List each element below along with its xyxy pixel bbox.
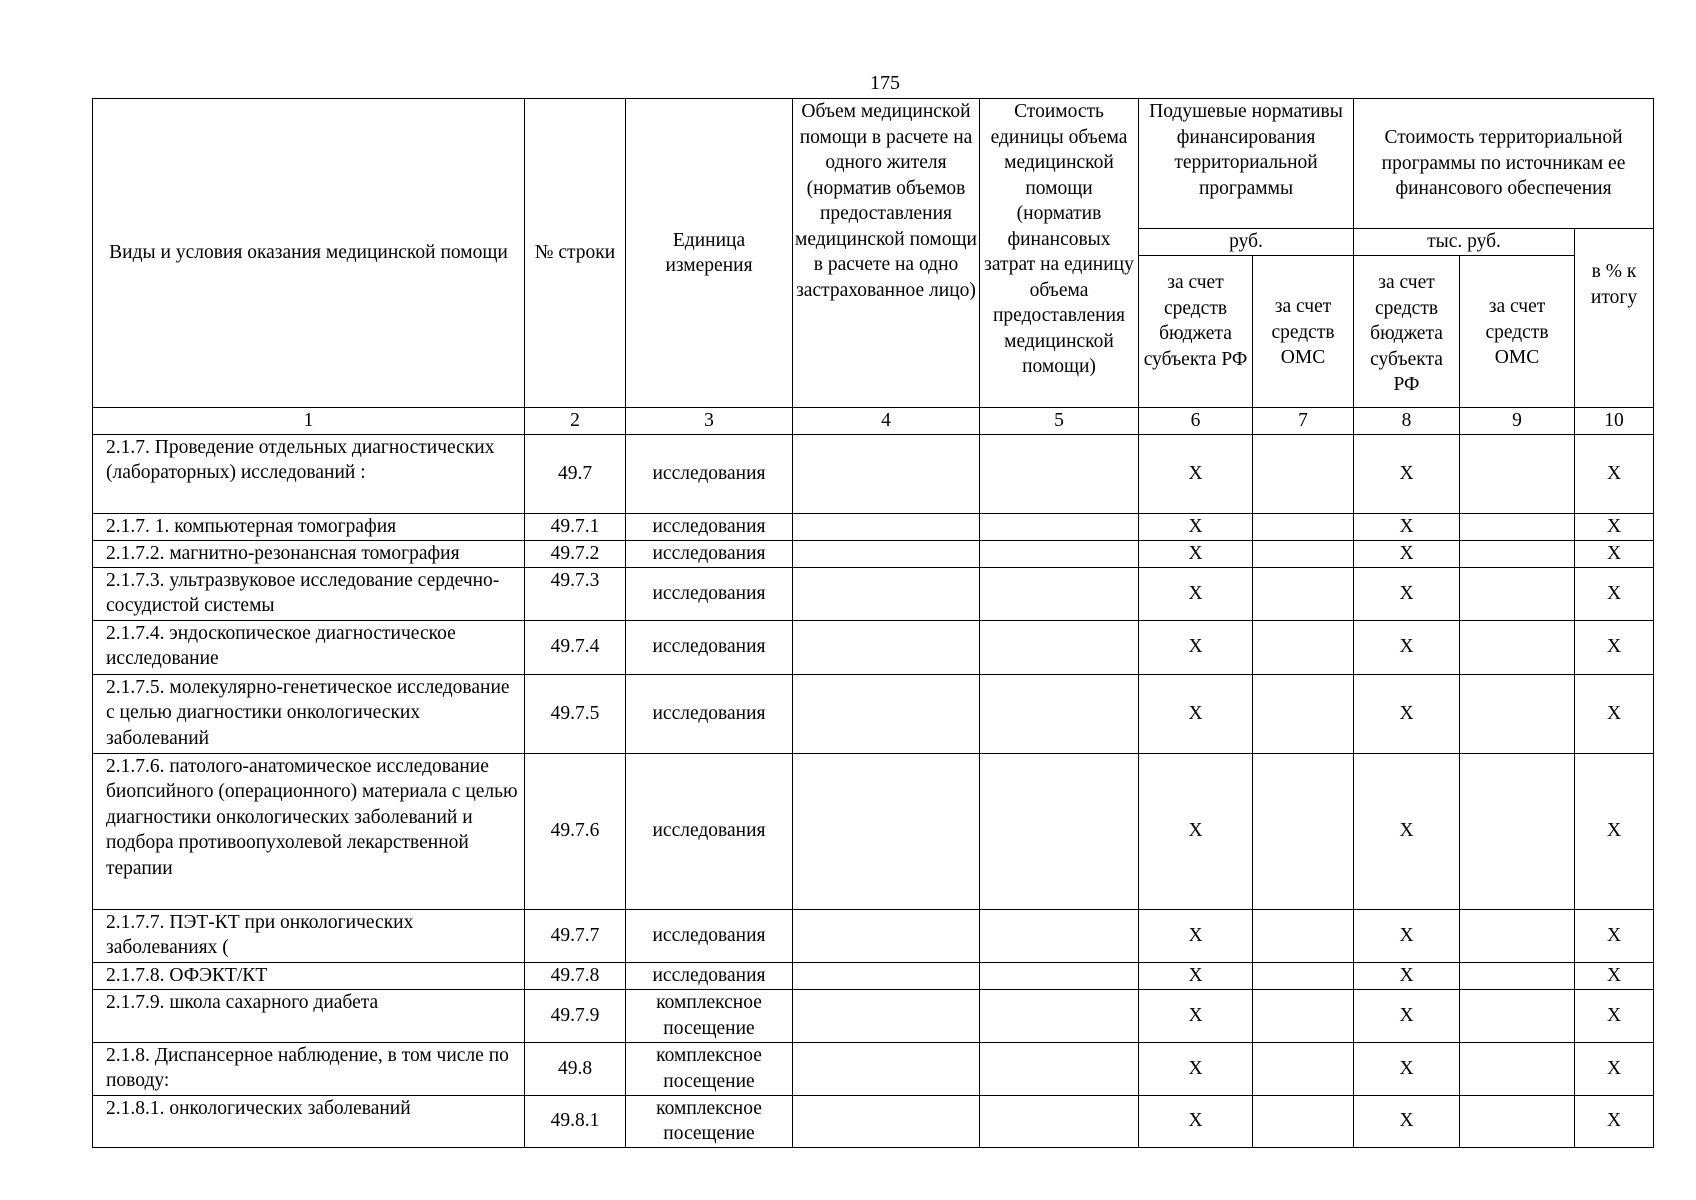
unit-cell: исследования xyxy=(626,753,793,909)
table-row xyxy=(93,540,1654,567)
percent-cell: X xyxy=(1575,962,1654,989)
unit-cost-cell xyxy=(980,989,1139,1042)
unit-cost-cell xyxy=(980,567,1139,620)
column-number: 3 xyxy=(626,408,793,435)
row-number-cell: 49.8.1 xyxy=(525,1095,626,1147)
volume-cell xyxy=(793,434,980,513)
budget-rub-cell: X xyxy=(1139,434,1253,513)
unit-cost-cell xyxy=(980,513,1139,540)
table-row xyxy=(93,909,1654,962)
percent-cell: X xyxy=(1575,434,1654,513)
table-row xyxy=(93,753,1654,909)
budget-rub-cell: X xyxy=(1139,620,1253,674)
budget-thousand-cell: X xyxy=(1354,909,1460,962)
volume-cell xyxy=(793,1095,980,1147)
care-type-cell: 2.1.7.3. ультразвуковое исследование сердечно-сосудистой системы xyxy=(93,567,525,620)
budget-rub-cell: X xyxy=(1139,1095,1253,1147)
volume-cell xyxy=(793,989,980,1042)
row-number-cell: 49.7.4 xyxy=(525,620,626,674)
row-number-cell: 49.7.5 xyxy=(525,674,626,753)
oms-thousand-cell xyxy=(1460,567,1575,620)
table-row xyxy=(93,989,1654,1042)
oms-thousand-cell xyxy=(1460,513,1575,540)
table-body xyxy=(93,99,1654,1148)
header-oms-rub: за счет средств ОМС xyxy=(1253,256,1354,408)
oms-thousand-cell xyxy=(1460,753,1575,909)
budget-rub-cell: X xyxy=(1139,1042,1253,1095)
row-number-cell: 49.7.8 xyxy=(525,962,626,989)
unit-cost-cell xyxy=(980,540,1139,567)
unit-cell: исследования xyxy=(626,909,793,962)
budget-rub-cell: X xyxy=(1139,753,1253,909)
budget-thousand-cell: X xyxy=(1354,962,1460,989)
column-number: 7 xyxy=(1253,408,1354,435)
oms-rub-cell xyxy=(1253,567,1354,620)
volume-cell xyxy=(793,540,980,567)
care-type-cell: 2.1.7.4. эндоскопическое диагностическое исследование xyxy=(93,620,525,674)
care-type-cell: 2.1.7.8. ОФЭКТ/КТ xyxy=(93,962,525,989)
volume-cell xyxy=(793,962,980,989)
unit-cell: исследования xyxy=(626,962,793,989)
budget-thousand-cell: X xyxy=(1354,1095,1460,1147)
oms-thousand-cell xyxy=(1460,434,1575,513)
unit-cost-cell xyxy=(980,674,1139,753)
oms-thousand-cell xyxy=(1460,1042,1575,1095)
budget-thousand-cell: X xyxy=(1354,567,1460,620)
budget-thousand-cell: X xyxy=(1354,620,1460,674)
oms-thousand-cell xyxy=(1460,1095,1575,1147)
row-number-cell: 49.7 xyxy=(525,434,626,513)
column-number: 10 xyxy=(1575,408,1654,435)
unit-cost-cell xyxy=(980,434,1139,513)
column-numbers-row xyxy=(93,408,1654,435)
header-oms-thousand: за счет средств ОМС xyxy=(1460,256,1575,408)
percent-cell: X xyxy=(1575,1095,1654,1147)
unit-cost-cell xyxy=(980,1095,1139,1147)
table-row xyxy=(93,674,1654,753)
percent-cell: X xyxy=(1575,620,1654,674)
care-type-cell: 2.1.7. 1. компьютерная томография xyxy=(93,513,525,540)
care-type-cell: 2.1.7.9. школа сахарного диабета xyxy=(93,989,525,1042)
unit-cost-cell xyxy=(980,909,1139,962)
volume-cell xyxy=(793,1042,980,1095)
oms-rub-cell xyxy=(1253,1042,1354,1095)
header-thousand-rub: тыс. руб. xyxy=(1354,229,1575,256)
oms-thousand-cell xyxy=(1460,540,1575,567)
volume-cell xyxy=(793,513,980,540)
budget-rub-cell: X xyxy=(1139,567,1253,620)
budget-thousand-cell: X xyxy=(1354,753,1460,909)
unit-cell: исследования xyxy=(626,567,793,620)
volume-cell xyxy=(793,620,980,674)
table-row xyxy=(93,513,1654,540)
volume-cell xyxy=(793,909,980,962)
row-number-cell: 49.7.9 xyxy=(525,989,626,1042)
budget-thousand-cell: X xyxy=(1354,540,1460,567)
volume-cell xyxy=(793,753,980,909)
oms-rub-cell xyxy=(1253,674,1354,753)
care-type-cell: 2.1.8. Диспансерное наблюдение, в том числе по поводу: xyxy=(93,1042,525,1095)
budget-rub-cell: X xyxy=(1139,513,1253,540)
volume-cell xyxy=(793,567,980,620)
header-percent: в % к итогу xyxy=(1575,229,1654,408)
oms-thousand-cell xyxy=(1460,674,1575,753)
budget-rub-cell: X xyxy=(1139,962,1253,989)
budget-rub-cell: X xyxy=(1139,674,1253,753)
budget-rub-cell: X xyxy=(1139,540,1253,567)
unit-cost-cell xyxy=(980,1042,1139,1095)
oms-rub-cell xyxy=(1253,513,1354,540)
volume-cell xyxy=(793,674,980,753)
care-type-cell: 2.1.7.2. магнитно-резонансная томография xyxy=(93,540,525,567)
table-row xyxy=(93,1042,1654,1095)
budget-thousand-cell: X xyxy=(1354,674,1460,753)
care-type-cell: 2.1.7.5. молекулярно-генетическое исследование с целью диагностики онкологических заболеваний xyxy=(93,674,525,753)
percent-cell: X xyxy=(1575,1042,1654,1095)
budget-thousand-cell: X xyxy=(1354,513,1460,540)
percent-cell: X xyxy=(1575,540,1654,567)
budget-thousand-cell: X xyxy=(1354,434,1460,513)
percent-cell: X xyxy=(1575,753,1654,909)
oms-rub-cell xyxy=(1253,540,1354,567)
column-number: 2 xyxy=(525,408,626,435)
row-number-cell: 49.7.6 xyxy=(525,753,626,909)
budget-rub-cell: X xyxy=(1139,909,1253,962)
row-number-cell: 49.7.7 xyxy=(525,909,626,962)
oms-rub-cell xyxy=(1253,909,1354,962)
unit-cell: исследования xyxy=(626,674,793,753)
page-number: 175 xyxy=(870,72,900,94)
percent-cell: X xyxy=(1575,674,1654,753)
oms-thousand-cell xyxy=(1460,620,1575,674)
header-row-1 xyxy=(93,99,1654,229)
oms-rub-cell xyxy=(1253,434,1354,513)
table-row xyxy=(93,1095,1654,1147)
header-types-of-care: Виды и условия оказания медицинской помощи xyxy=(93,99,525,408)
unit-cell: исследования xyxy=(626,540,793,567)
unit-cell: исследования xyxy=(626,434,793,513)
unit-cost-cell xyxy=(980,620,1139,674)
oms-rub-cell xyxy=(1253,962,1354,989)
column-number: 9 xyxy=(1460,408,1575,435)
percent-cell: X xyxy=(1575,567,1654,620)
oms-thousand-cell xyxy=(1460,909,1575,962)
header-budget-thousand: за счет средств бюджета субъекта РФ xyxy=(1354,256,1460,408)
oms-thousand-cell xyxy=(1460,989,1575,1042)
unit-cell: комплексное посещение xyxy=(626,989,793,1042)
unit-cell: исследования xyxy=(626,620,793,674)
oms-rub-cell xyxy=(1253,1095,1354,1147)
care-type-cell: 2.1.7.7. ПЭТ-КТ при онкологических заболеваниях ( xyxy=(93,909,525,962)
budget-thousand-cell: X xyxy=(1354,1042,1460,1095)
column-number: 6 xyxy=(1139,408,1253,435)
header-unit-cost: Стоимость единицы объема медицинской помощи (норматив финансовых затрат на единицу объема предоставления медицинской помощи) xyxy=(980,99,1139,408)
percent-cell: X xyxy=(1575,989,1654,1042)
header-volume: Объем медицинской помощи в расчете на одного жителя (норматив объемов предоставления медицинской помощи в расчете на одно застрахованное лицо) xyxy=(793,99,980,408)
header-budget-rub: за счет средств бюджета субъекта РФ xyxy=(1139,256,1253,408)
header-unit: Единица измерения xyxy=(626,99,793,408)
oms-rub-cell xyxy=(1253,620,1354,674)
unit-cost-cell xyxy=(980,962,1139,989)
header-row-number: № строки xyxy=(525,99,626,408)
row-number-cell: 49.8 xyxy=(525,1042,626,1095)
financing-table xyxy=(92,98,1654,1148)
column-number: 1 xyxy=(93,408,525,435)
unit-cell: комплексное посещение xyxy=(626,1042,793,1095)
unit-cost-cell xyxy=(980,753,1139,909)
column-number: 4 xyxy=(793,408,980,435)
unit-cell: исследования xyxy=(626,513,793,540)
table-row xyxy=(93,962,1654,989)
table-row xyxy=(93,620,1654,674)
budget-rub-cell: X xyxy=(1139,989,1253,1042)
percent-cell: X xyxy=(1575,513,1654,540)
care-type-cell: 2.1.7.6. патолого-анатомическое исследование биопсийного (операционного) материала с целью диагностики онкологических заболеваний и подбора противоопухолевой лекарственной терапии xyxy=(93,753,525,909)
table-row xyxy=(93,567,1654,620)
row-number-cell: 49.7.3 xyxy=(525,567,626,620)
column-number: 8 xyxy=(1354,408,1460,435)
column-number: 5 xyxy=(980,408,1139,435)
care-type-cell: 2.1.8.1. онкологических заболеваний xyxy=(93,1095,525,1147)
header-program-cost: Стоимость территориальной программы по источникам ее финансового обеспечения xyxy=(1354,99,1654,229)
care-type-cell: 2.1.7. Проведение отдельных диагностических (лабораторных) исследований : xyxy=(93,434,525,513)
percent-cell: X xyxy=(1575,909,1654,962)
row-number-cell: 49.7.1 xyxy=(525,513,626,540)
budget-thousand-cell: X xyxy=(1354,989,1460,1042)
oms-rub-cell xyxy=(1253,753,1354,909)
row-number-cell: 49.7.2 xyxy=(525,540,626,567)
unit-cell: комплексное посещение xyxy=(626,1095,793,1147)
oms-rub-cell xyxy=(1253,989,1354,1042)
header-per-capita-norms: Подушевые нормативы финансирования территориальной программы xyxy=(1139,99,1354,229)
header-rub: руб. xyxy=(1139,229,1354,256)
oms-thousand-cell xyxy=(1460,962,1575,989)
table-row xyxy=(93,434,1654,513)
